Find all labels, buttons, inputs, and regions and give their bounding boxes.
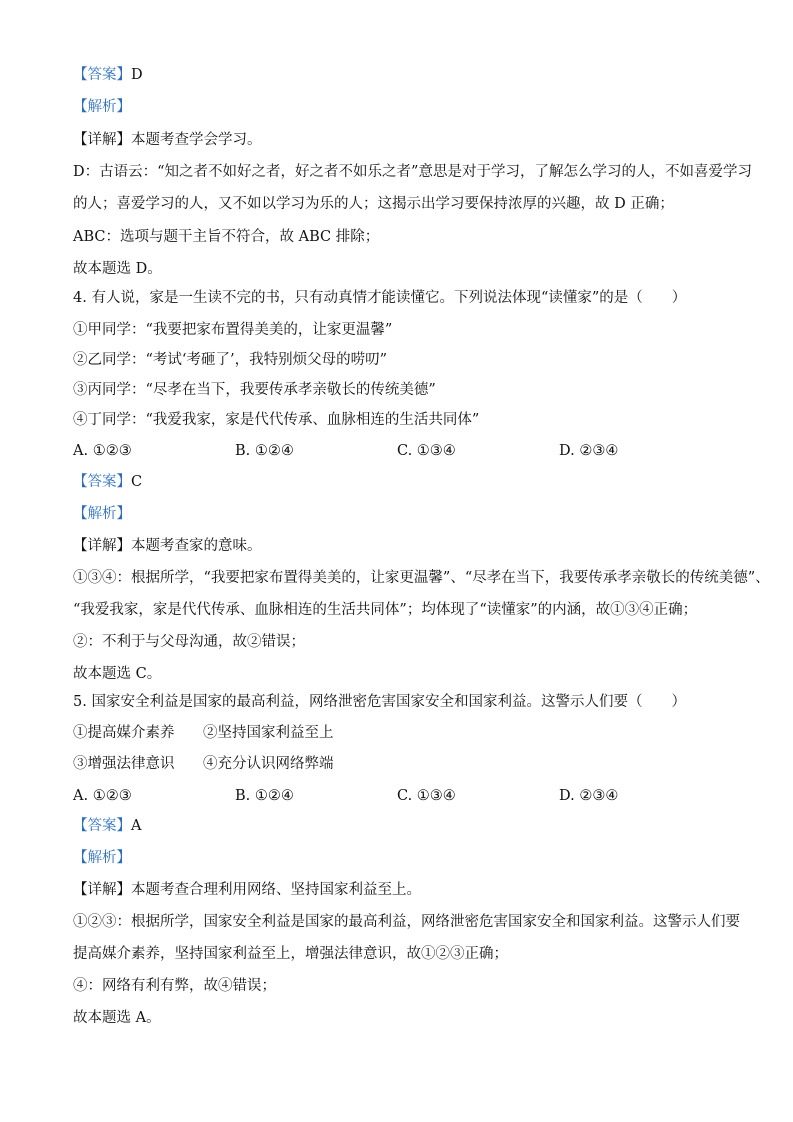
q4-analysis <box>73 504 723 524</box>
q4-option-c: C. ①③④ <box>397 443 456 459</box>
detail-tag: 【详解】 <box>73 132 131 148</box>
q4-statement-1: ①甲同学：“我要把家布置得美美的，让家更温馨” <box>73 322 393 338</box>
q3-detail <box>73 130 723 150</box>
q4-stem: 4. 有人说，家是一生读不完的书，只有动真情才能读懂它。下列说法体现“读懂家”的是（ ） <box>73 290 687 306</box>
q5-statements-row-1 <box>73 723 723 743</box>
analysis-tag: 【解析】 <box>73 99 131 115</box>
q5-answer <box>73 816 723 836</box>
q3-analysis <box>73 97 723 117</box>
q5-statement-2: ②坚持国家利益至上 <box>203 725 334 741</box>
q3-explanation-line-2: 的人；喜爱学习的人，又不如以学习为乐的人；这揭示出学习要保持浓厚的兴趣，故 D 正确； <box>73 196 674 212</box>
answer-tag: 【答案】 <box>73 67 131 83</box>
q3-explanation-line-1: D：古语云：“知之者不如好之者，好之者不如乐之者”意思是对于学习，了解怎么学习的人，不如喜爱学习 <box>73 164 752 180</box>
detail-text: 本题考查家的意味。 <box>131 538 262 554</box>
q4-explanation-line-1: ①③④：根据所学，“我要把家布置得美美的，让家更温馨”、“尽孝在当下，我要传承孝亲敬长的传统美德”、 <box>73 570 770 586</box>
q4-option-a: A. ①②③ <box>73 443 132 459</box>
q5-statement-3: ③增强法律意识 <box>73 756 175 772</box>
q4-option-d: D. ②③④ <box>559 443 619 459</box>
q5-detail <box>73 880 723 900</box>
q4-detail <box>73 536 723 556</box>
detail-tag: 【详解】 <box>73 882 131 898</box>
q5-statements-row-2 <box>73 754 723 774</box>
q5-explanation-line-3: ④：网络有利有弊，故④错误； <box>73 978 276 994</box>
q4-options <box>73 441 723 461</box>
answer-value: A <box>131 818 142 834</box>
q5-explanation-line-1: ①②③：根据所学，国家安全利益是国家的最高利益，网络泄密危害国家安全和国家利益。这警示人们要 <box>73 914 740 930</box>
q4-explanation-line-3: ②：不利于与父母沟通，故②错误； <box>73 634 305 650</box>
q5-option-a: A. ①②③ <box>73 788 132 804</box>
q5-analysis <box>73 848 723 868</box>
detail-text: 本题考查合理利用网络、坚持国家利益至上。 <box>131 882 421 898</box>
q4-answer <box>73 472 723 492</box>
detail-tag: 【详解】 <box>73 538 131 554</box>
q5-statement-1: ①提高媒介素养 <box>73 725 175 741</box>
q4-statement-2: ②乙同学：“考试‘考砸了’，我特别烦父母的唠叨” <box>73 352 388 368</box>
q5-options <box>73 786 723 806</box>
q5-explanation-line-2: 提高媒介素养，坚持国家利益至上，增强法律意识，故①②③正确； <box>73 946 508 962</box>
answer-value: C <box>131 474 143 490</box>
q4-option-b: B. ①②④ <box>235 443 294 459</box>
q5-option-b: B. ①②④ <box>235 788 294 804</box>
q4-explanation-line-2: “我爱我家，家是代代传承、血脉相连的生活共同体”；均体现了“读懂家”的内涵，故①③④正确； <box>73 602 698 618</box>
q3-explanation-line-3: ABC：选项与题干主旨不符合，故 ABC 排除； <box>73 229 380 245</box>
q5-option-d: D. ②③④ <box>559 788 619 804</box>
q4-statement-4: ④丁同学：“我爱我家，家是代代传承、血脉相连的生活共同体” <box>73 412 480 428</box>
answer-value: D <box>131 67 143 83</box>
q4-conclusion: 故本题选 C。 <box>73 666 162 682</box>
detail-text: 本题考查学会学习。 <box>131 132 262 148</box>
q5-stem: 5. 国家安全利益是国家的最高利益，网络泄密危害国家安全和国家利益。这警示人们要（ ） <box>73 694 686 710</box>
q4-statement-3: ③丙同学：“尽孝在当下，我要传承孝亲敬长的传统美德” <box>73 382 436 398</box>
q5-statement-4: ④充分认识网络弊端 <box>203 756 334 772</box>
q3-conclusion: 故本题选 D。 <box>73 261 162 277</box>
q5-option-c: C. ①③④ <box>397 788 456 804</box>
answer-tag: 【答案】 <box>73 474 131 490</box>
q3-answer <box>73 65 723 85</box>
analysis-tag: 【解析】 <box>73 506 131 522</box>
q5-conclusion: 故本题选 A。 <box>73 1010 161 1026</box>
answer-tag: 【答案】 <box>73 818 131 834</box>
analysis-tag: 【解析】 <box>73 850 131 866</box>
